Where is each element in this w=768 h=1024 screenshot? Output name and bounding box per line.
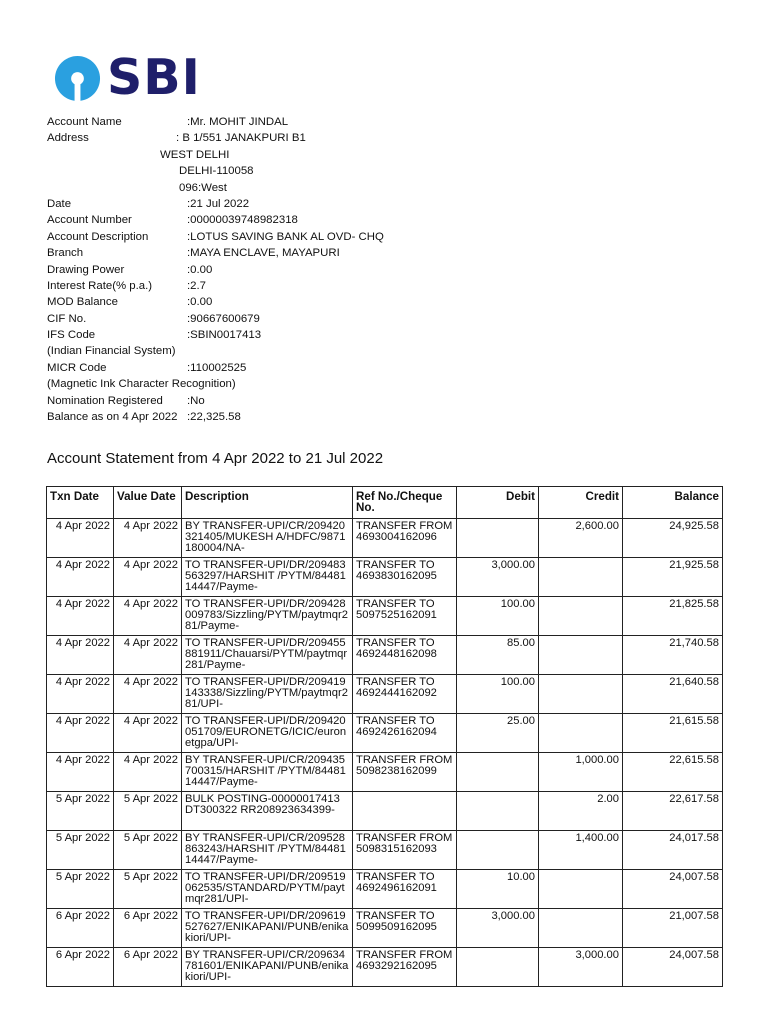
credit-cell: [539, 870, 623, 909]
statement-title: Account Statement from 4 Apr 2022 to 21 Jul 2022: [47, 450, 384, 467]
field-value: :0.00: [187, 296, 213, 309]
field-value: :22,325.58: [187, 411, 241, 424]
txn-date-cell: 4 Apr 2022: [47, 675, 114, 714]
txn-date-cell: 4 Apr 2022: [47, 636, 114, 675]
debit-cell: 3,000.00: [457, 558, 539, 597]
debit-cell: [457, 948, 539, 987]
field-label: MOD Balance: [47, 296, 118, 309]
header-ref-no: Ref No./Cheque No.: [353, 487, 457, 519]
credit-cell: [539, 558, 623, 597]
field-label: Branch: [47, 247, 84, 260]
field-value: :Mr. MOHIT JINDAL: [187, 116, 289, 128]
value-date-cell: 4 Apr 2022: [114, 753, 182, 792]
ref-no-cell: TRANSFER TO 4692496162091: [353, 870, 457, 909]
field-label: Nomination Registered: [47, 394, 163, 407]
balance-cell: 21,925.58: [623, 558, 723, 597]
description-cell: BY TRANSFER-UPI/CR/209420321405/MUKESH A/HDFC/9871180004/NA-: [182, 519, 353, 558]
field-value: :LOTUS SAVING BANK AL OVD- CHQ: [187, 230, 384, 243]
description-cell: TO TRANSFER-UPI/DR/209483563297/HARSHIT /PYTM/8448114447/Payme-: [182, 558, 353, 597]
credit-cell: [539, 597, 623, 636]
value-date-cell: 5 Apr 2022: [114, 792, 182, 831]
header-debit: Debit: [457, 487, 539, 519]
txn-date-cell: 5 Apr 2022: [47, 792, 114, 831]
header-value-date: Value Date: [114, 487, 182, 519]
field-label: Account Number: [47, 214, 132, 227]
table-row: [47, 909, 723, 948]
field-label: Date: [47, 197, 72, 210]
credit-cell: [539, 714, 623, 753]
field-label: IFS Code: [47, 329, 96, 342]
balance-cell: 21,007.58: [623, 909, 723, 948]
table-row: [47, 753, 723, 792]
txn-date-cell: 5 Apr 2022: [47, 831, 114, 870]
ref-no-cell: TRANSFER FROM 5098238162099: [353, 753, 457, 792]
header-balance: Balance: [623, 487, 723, 519]
field-value: :0.00: [187, 263, 213, 276]
table-row: [47, 714, 723, 753]
credit-cell: 1,400.00: [539, 831, 623, 870]
txn-date-cell: 5 Apr 2022: [47, 870, 114, 909]
debit-cell: 100.00: [457, 597, 539, 636]
field-value: :110002525: [187, 361, 247, 374]
sbi-keyhole-icon: [54, 55, 101, 102]
field-value: :MAYA ENCLAVE, MAYAPURI: [187, 247, 340, 260]
ref-no-cell: TRANSFER FROM 4693292162095: [353, 948, 457, 987]
value-date-cell: 5 Apr 2022: [114, 870, 182, 909]
field-label: Address: [47, 132, 89, 145]
table-row: [47, 831, 723, 870]
credit-cell: [539, 675, 623, 714]
description-cell: BY TRANSFER-UPI/CR/209528863243/HARSHIT /PYTM/8448114447/Payme-: [182, 831, 353, 870]
ref-no-cell: TRANSFER FROM 5098315162093: [353, 831, 457, 870]
description-cell: TO TRANSFER-UPI/DR/209619527627/ENIKAPANI/PUNB/enikakiori/UPI-: [182, 909, 353, 948]
credit-cell: 2.00: [539, 792, 623, 831]
debit-cell: [457, 831, 539, 870]
txn-date-cell: 4 Apr 2022: [47, 714, 114, 753]
balance-cell: 24,007.58: [623, 870, 723, 909]
balance-cell: 22,615.58: [623, 753, 723, 792]
table-row: [47, 792, 723, 831]
ref-no-cell: TRANSFER TO 5099509162095: [353, 909, 457, 948]
txn-date-cell: 4 Apr 2022: [47, 753, 114, 792]
description-cell: TO TRANSFER-UPI/DR/209428009783/Sizzling/PYTM/paytmqr281/Payme-: [182, 597, 353, 636]
header-description: Description: [182, 487, 353, 519]
field-label: Drawing Power: [47, 263, 125, 276]
description-cell: TO TRANSFER-UPI/DR/209519062535/STANDARD/PYTM/paytmqr281/UPI-: [182, 870, 353, 909]
field-label: (Magnetic Ink Character Recognition): [47, 378, 236, 391]
field-value: :21 Jul 2022: [187, 197, 250, 210]
table-row: [47, 948, 723, 987]
balance-cell: 24,007.58: [623, 948, 723, 987]
table-row: [47, 558, 723, 597]
balance-cell: 21,640.58: [623, 675, 723, 714]
debit-cell: 3,000.00: [457, 909, 539, 948]
credit-cell: 3,000.00: [539, 948, 623, 987]
ref-no-cell: TRANSFER TO 5097525162091: [353, 597, 457, 636]
description-cell: BULK POSTING-00000017413 DT300322 RR208923634399-: [182, 792, 353, 831]
txn-date-cell: 4 Apr 2022: [47, 519, 114, 558]
ref-no-cell: [353, 792, 457, 831]
description-cell: TO TRANSFER-UPI/DR/209455881911/Chauarsi/PYTM/paytmqr281/Payme-: [182, 636, 353, 675]
ref-no-cell: TRANSFER TO 4692448162098: [353, 636, 457, 675]
txn-date-cell: 6 Apr 2022: [47, 948, 114, 987]
value-date-cell: 6 Apr 2022: [114, 909, 182, 948]
credit-cell: 1,000.00: [539, 753, 623, 792]
balance-cell: 22,617.58: [623, 792, 723, 831]
debit-cell: [457, 792, 539, 831]
value-date-cell: 4 Apr 2022: [114, 597, 182, 636]
field-label: Account Description: [47, 230, 149, 243]
txn-date-cell: 4 Apr 2022: [47, 558, 114, 597]
txn-date-cell: 4 Apr 2022: [47, 597, 114, 636]
header-txn-date: Txn Date: [47, 487, 114, 519]
description-cell: BY TRANSFER-UPI/CR/209634781601/ENIKAPANI/PUNB/enikakiori/UPI-: [182, 948, 353, 987]
field-value: :00000039748982318: [187, 214, 298, 227]
table-row: [47, 675, 723, 714]
value-date-cell: 4 Apr 2022: [114, 519, 182, 558]
credit-cell: 2,600.00: [539, 519, 623, 558]
field-value: :2.7: [187, 279, 206, 292]
value-date-cell: 4 Apr 2022: [114, 636, 182, 675]
credit-cell: [539, 909, 623, 948]
balance-cell: 24,925.58: [623, 519, 723, 558]
debit-cell: 25.00: [457, 714, 539, 753]
description-cell: BY TRANSFER-UPI/CR/209435700315/HARSHIT /PYTM/8448114447/Payme-: [182, 753, 353, 792]
txn-date-cell: 6 Apr 2022: [47, 909, 114, 948]
field-value: :SBIN0017413: [187, 329, 262, 342]
transactions-body: [47, 519, 723, 987]
value-date-cell: 4 Apr 2022: [114, 675, 182, 714]
ref-no-cell: TRANSFER FROM 4693004162096: [353, 519, 457, 558]
table-row: [47, 636, 723, 675]
value-date-cell: 5 Apr 2022: [114, 831, 182, 870]
value-date-cell: 4 Apr 2022: [114, 714, 182, 753]
ref-no-cell: TRANSFER TO 4692444162092: [353, 675, 457, 714]
balance-cell: 21,615.58: [623, 714, 723, 753]
field-value: :No: [187, 394, 205, 407]
field-value: : B 1/551 JANAKPURI B1: [176, 132, 306, 145]
debit-cell: [457, 753, 539, 792]
field-value: 096:West: [179, 181, 227, 194]
ref-no-cell: TRANSFER TO 4692426162094: [353, 714, 457, 753]
field-label: (Indian Financial System): [47, 345, 176, 358]
field-value: WEST DELHI: [160, 148, 230, 161]
value-date-cell: 6 Apr 2022: [114, 948, 182, 987]
field-label: Balance as on 4 Apr 2022: [47, 411, 178, 424]
header-credit: Credit: [539, 487, 623, 519]
field-label: Interest Rate(% p.a.): [47, 279, 153, 292]
field-label: CIF No.: [47, 312, 87, 325]
value-date-cell: 4 Apr 2022: [114, 558, 182, 597]
description-cell: TO TRANSFER-UPI/DR/209419143338/Sizzling/PYTM/paytmqr281/UPI-: [182, 675, 353, 714]
description-cell: TO TRANSFER-UPI/DR/209420051709/EURONETG/ICIC/euronetgpa/UPI-: [182, 714, 353, 753]
credit-cell: [539, 636, 623, 675]
table-row: [47, 597, 723, 636]
field-label: Account Name: [47, 116, 122, 128]
sbi-logo: [54, 49, 201, 106]
transactions-table: [46, 486, 723, 987]
table-header-row: [47, 487, 723, 519]
ref-no-cell: TRANSFER TO 4693830162095: [353, 558, 457, 597]
debit-cell: 100.00: [457, 675, 539, 714]
debit-cell: 85.00: [457, 636, 539, 675]
brand-name: SBI: [107, 49, 201, 106]
table-row: [47, 870, 723, 909]
balance-cell: 24,017.58: [623, 831, 723, 870]
field-label: MICR Code: [47, 361, 107, 374]
debit-cell: [457, 519, 539, 558]
balance-cell: 21,825.58: [623, 597, 723, 636]
table-row: [47, 519, 723, 558]
field-value: DELHI-110058: [179, 165, 254, 178]
balance-cell: 21,740.58: [623, 636, 723, 675]
field-value: :90667600679: [187, 312, 260, 325]
debit-cell: 10.00: [457, 870, 539, 909]
